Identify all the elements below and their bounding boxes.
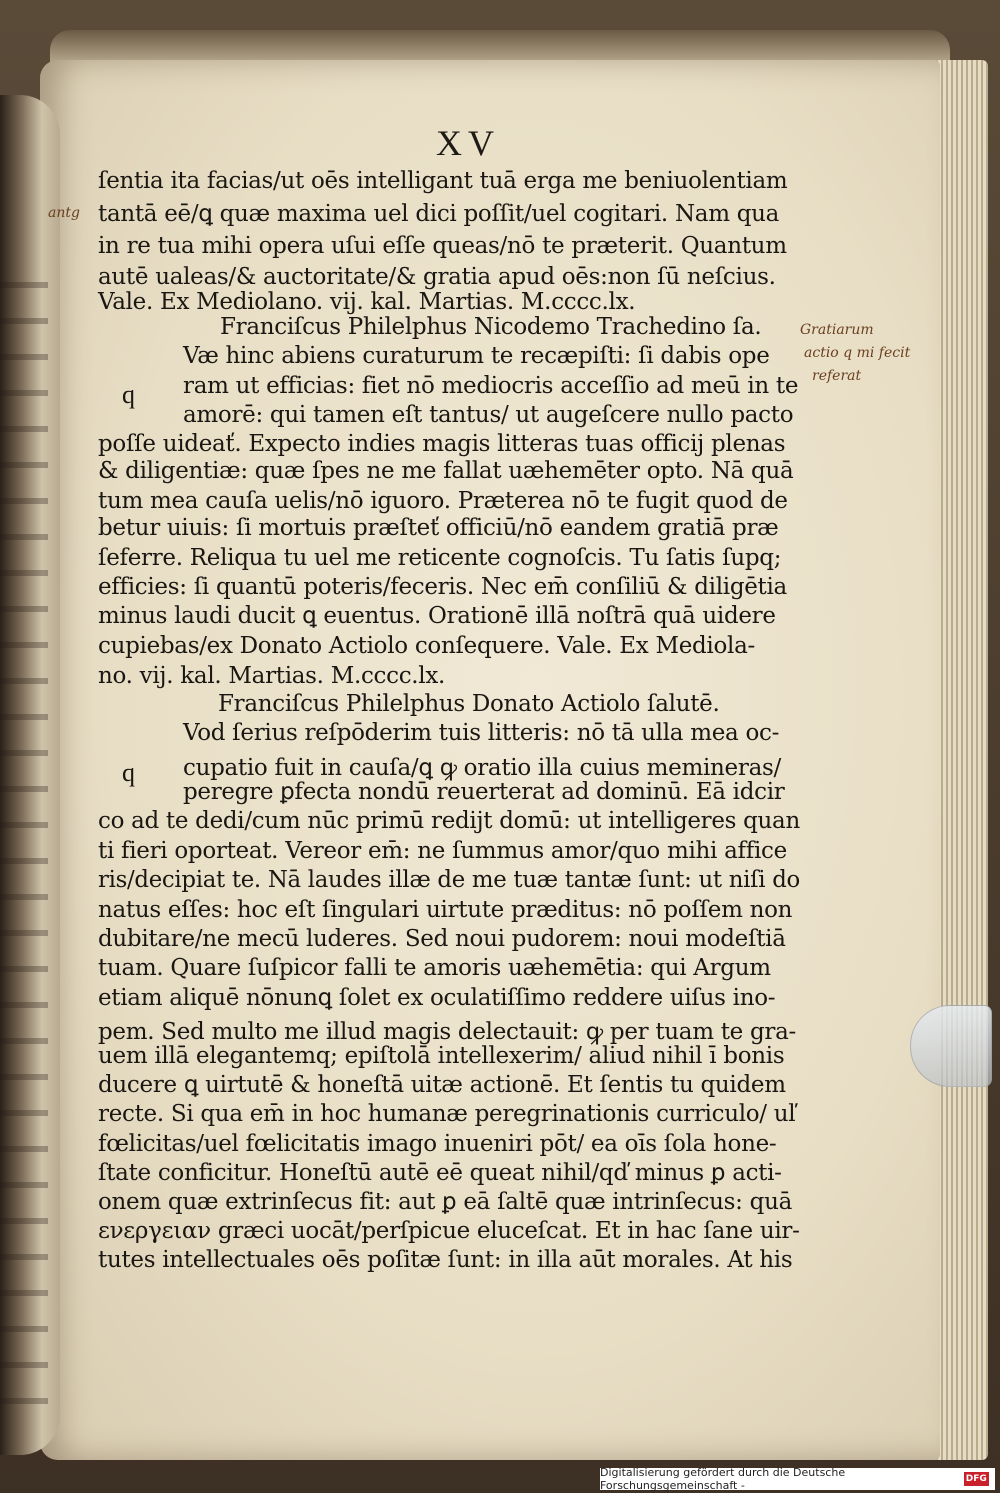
- text-line: pem. Sed multo me illud magis delectauit: ꝙ per tuam te gra-: [98, 1019, 796, 1045]
- text-line: uem illā elegantemq; epiſtolā intellexerim/ aliud nihil ī bonis: [98, 1043, 785, 1069]
- text-line: onem quæ extrinſecus fit: aut ꝑ eā ſaltē quæ intrinſecus: quā: [98, 1189, 792, 1215]
- text-line: fœlicitas/uel fœlicitatis imago inueniri pōt/ ea oīs ſola hone-: [98, 1131, 777, 1157]
- guide-initial: q: [122, 758, 135, 787]
- text-line: no. vij. kal. Martias. M.cccc.lx.: [98, 663, 446, 689]
- text-line: efficies: ſi quantū poteris/feceris. Nec em̄ conſiliū & diligētia: [98, 574, 787, 600]
- text-line: & diligentiæ: quæ ſpes ne me fallat uæhemēter opto. Nā quā: [98, 458, 794, 484]
- folio-number: XV: [436, 123, 500, 163]
- text-line: cupiebas/ex Donato Actiolo conſequere. Vale. Ex Mediola-: [98, 633, 755, 659]
- digitization-footer: [600, 1468, 995, 1490]
- text-line: tuam. Quare ſuſpicor falli te amoris uæhemētia: qui Argum: [98, 955, 771, 981]
- heading-line: Franciſcus Philelphus Nicodemo Trachedino ſa.: [220, 314, 762, 340]
- text-line: co ad te dedi/cum nūc primū redijt domū: ut intelligeres quan: [98, 808, 800, 834]
- text-line: Væ hinc abiens curaturum te recæpiſti: ſi dabis ope: [183, 343, 770, 369]
- marginal-note: antg: [48, 205, 80, 221]
- text-line: tantā eē/ꝗ quæ maxima uel dici poſſit/uel cogitari. Nam qua: [98, 201, 780, 227]
- text-line: ενεργειαν græci uocāt/perſpicue eluceſcat. Et in hac ſane uir-: [98, 1218, 800, 1244]
- text-line: Vod ſerius reſpōderim tuis litteris: nō tā ulla mea oc-: [183, 720, 780, 746]
- text-line: ti fieri oporteat. Vereor em̄: ne ſummus amor/quo mihi affice: [98, 838, 787, 864]
- text-line: peregre ꝑfecta nondū reuerterat ad dominū. Eā idcir: [183, 779, 785, 805]
- text-line: ſentia ita facias/ut oēs intelligant tuā erga me beniuolentiam: [98, 168, 788, 194]
- text-line: poſſe uideať. Expecto indies magis litteras tuas officij plenas: [98, 431, 786, 457]
- text-line: recte. Si qua em̄ in hoc humanæ peregrinationis curriculo/ uľ: [98, 1101, 796, 1127]
- footer-text: Digitalisierung gefördert durch die Deutsche Forschungsgemeinschaft -: [600, 1466, 846, 1492]
- text-line: cupatio fuit in cauſa/ꝗ ꝙ oratio illa cuius memineras/: [183, 755, 781, 781]
- text-line: in re tua mihi opera uſui eſſe queas/nō te præterit. Quantum: [98, 233, 787, 259]
- text-line: autē ualeas/& auctoritate/& gratia apud oēs:non ſū neſcius.: [98, 264, 776, 290]
- text-line: ris/decipiat te. Nā laudes illæ de me tuæ tantæ ſunt: ut niſi do: [98, 867, 800, 893]
- dfg-logo: DFG: [964, 1472, 989, 1486]
- guide-initial: q: [122, 380, 135, 409]
- text-line: natus eſſes: hoc eſt ſingulari uirtute præditus: nō poſſem non: [98, 897, 793, 923]
- text-line: amorē: qui tamen eſt tantus/ ut augeſcere nullo pacto: [183, 402, 794, 428]
- text-line: ſeferre. Reliqua tu uel me reticente cognoſcis. Tu ſatis ſupq;: [98, 545, 782, 571]
- text-line: tum mea cauſa uelis/nō iguoro. Præterea nō te fugit quod de: [98, 488, 788, 514]
- marginal-note: actio q mi fecit: [804, 345, 911, 361]
- text-line: etiam aliquē nōnunꝗ ſolet ex oculatiſſimo reddere uiſus ino-: [98, 985, 776, 1011]
- text-line: ram ut efficias: fiet nō mediocris acceſſio ad meū in te: [183, 373, 799, 399]
- text-line: ducere ꝗ uirtutē & honeſtā uitæ actionē. Et ſentis tu quidem: [98, 1072, 786, 1098]
- heading-line: Franciſcus Philelphus Donato Actiolo ſalutē.: [218, 691, 720, 717]
- text-line: dubitare/ne mecū luderes. Sed noui pudorem: noui modeſtiā: [98, 926, 786, 952]
- text-line: Vale. Ex Mediolano. vij. kal. Martias. M.cccc.lx.: [98, 289, 636, 315]
- text-line: tutes intellectuales oēs poſitæ ſunt: in illa aūt morales. At his: [98, 1247, 793, 1273]
- text-line: betur uiuis: ſi mortuis præſteť officiū/nō eandem gratiā præ: [98, 515, 779, 541]
- marginal-note: referat: [812, 368, 862, 384]
- text-line: ſtate conficitur. Honeſtū autē eē queat nihil/qď minus ꝑ acti-: [98, 1160, 782, 1186]
- marginal-note: Gratiarum: [800, 322, 874, 338]
- text-line: minus laudi ducit ꝗ euentus. Orationē illā noſtrā quā uidere: [98, 603, 776, 629]
